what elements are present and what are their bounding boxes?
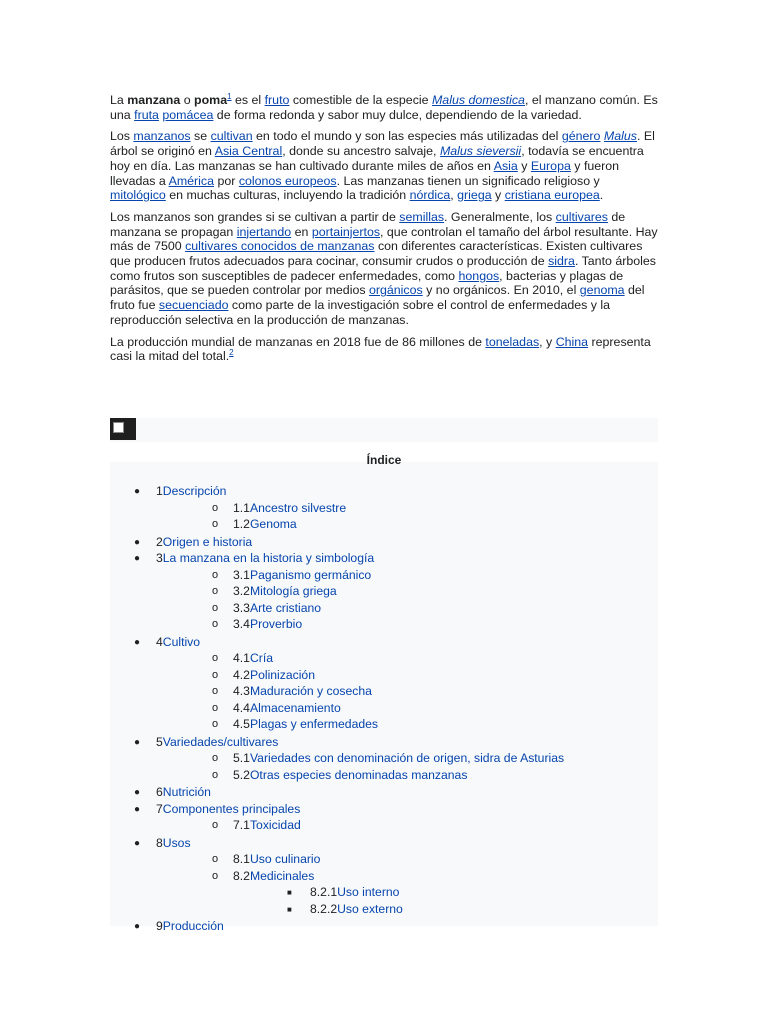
toc-link[interactable]: Polinización xyxy=(249,667,315,682)
bullet-icon: ● xyxy=(134,536,141,548)
text-run: . Las manzanas tienen un significado religioso y xyxy=(336,173,600,188)
article-link[interactable]: fruto xyxy=(264,93,290,107)
toc-number: 1 xyxy=(156,484,163,498)
bullet-icon: o xyxy=(212,585,219,597)
toc-item-level-2[interactable] xyxy=(212,667,315,683)
toc-link[interactable]: Ancestro silvestre xyxy=(249,500,347,515)
toc-item-level-2[interactable] xyxy=(212,517,297,532)
article-link[interactable]: América xyxy=(168,173,215,188)
bullet-icon: ■ xyxy=(287,904,292,914)
text-run: en muchas culturas, incluyendo la tradición xyxy=(165,188,410,203)
toc-item-level-2[interactable] xyxy=(212,684,372,699)
text-run: , xyxy=(450,188,458,203)
article-link[interactable]: manzanos xyxy=(133,129,191,144)
bullet-icon: o xyxy=(212,752,219,764)
toc-number: 7 xyxy=(156,801,163,816)
article-link[interactable]: toneladas xyxy=(485,334,540,349)
toc-link[interactable]: Uso externo xyxy=(337,901,403,916)
toc-number: 5.2 xyxy=(233,767,250,782)
toc-number: 3.3 xyxy=(233,600,250,615)
bullet-icon: ● xyxy=(134,636,141,648)
bold-term: poma xyxy=(194,93,228,107)
article-link[interactable]: colonos europeos xyxy=(238,173,337,188)
toc-number: 5 xyxy=(156,734,163,749)
toc-item-level-3[interactable] xyxy=(287,885,400,900)
toc-item-level-2[interactable] xyxy=(212,751,565,766)
toc-number: 1.1 xyxy=(233,500,250,515)
checkbox-icon xyxy=(113,422,124,433)
toc-number: 3.4 xyxy=(233,617,250,631)
text-run: . xyxy=(599,188,604,203)
text-run: por xyxy=(214,173,239,188)
table-of-contents xyxy=(110,418,658,933)
toc-link[interactable]: Cultivo xyxy=(162,634,201,649)
bullet-icon: o xyxy=(212,601,219,614)
toc-item-level-2[interactable] xyxy=(212,617,303,632)
toc-item-level-3[interactable] xyxy=(287,901,403,917)
toc-item-level-2[interactable] xyxy=(212,584,337,599)
article-link[interactable]: secuenciado xyxy=(158,298,229,313)
bullet-icon: o xyxy=(212,685,219,697)
toc-link[interactable]: Medicinales xyxy=(249,868,315,883)
toc-link[interactable]: Otras especies denominadas manzanas xyxy=(249,767,468,782)
article-link[interactable]: cultivares xyxy=(555,209,608,224)
article-body xyxy=(110,93,658,371)
bullet-icon: o xyxy=(212,718,219,730)
toc-item-level-1[interactable] xyxy=(134,484,227,499)
bullet-icon: o xyxy=(212,652,219,664)
text-run: y no orgánicos. En 2010, el xyxy=(422,283,580,298)
toc-title: Índice xyxy=(366,453,402,467)
bullet-icon: o xyxy=(212,853,219,865)
text-run: en xyxy=(291,224,312,239)
text-run: como parte de la investigación sobre el control de enfermedades y la reproducción selectiva en la producción de manzanas. xyxy=(110,298,611,327)
text-run: . Tanto árboles como frutos son susceptibles de padecer enfermedades, como xyxy=(110,254,656,283)
article-link[interactable]: cultivares conocidos de manzanas xyxy=(185,239,375,254)
toc-number: 4.4 xyxy=(233,700,250,715)
article-link[interactable]: griega xyxy=(457,188,492,203)
toc-link[interactable]: Variedades con denominación de origen, sidra de Asturias xyxy=(249,751,565,765)
toc-link[interactable]: Nutrición xyxy=(162,785,211,799)
toc-link[interactable]: Origen e historia xyxy=(162,534,253,549)
article-link[interactable]: cultivan xyxy=(210,129,253,144)
citation-link[interactable]: 2 xyxy=(229,348,234,358)
toc-item-level-1[interactable] xyxy=(134,634,201,650)
text-run: representa casi la mitad del total. xyxy=(110,334,651,364)
toc-toggle-checkbox[interactable] xyxy=(110,418,136,440)
text-run: , todavía se encuentra hoy en día. Las manzanas se han cultivado durante miles de años en xyxy=(110,144,644,173)
article-link[interactable]: cristiana europea xyxy=(504,188,600,203)
toc-link[interactable]: Mitología griega xyxy=(249,584,337,598)
text-run: Los manzanos son grandes si se cultivan a partir de xyxy=(110,209,400,224)
toc-number: 2 xyxy=(156,534,163,549)
text-run: Los xyxy=(110,129,134,144)
article-link[interactable]: Asia Central xyxy=(214,144,283,159)
text-run: La producción mundial de manzanas en 2018 fue de 86 millones de xyxy=(110,334,486,349)
toc-item-level-2[interactable] xyxy=(212,868,315,884)
toc-item-level-1[interactable] xyxy=(134,734,279,750)
bullet-icon: ● xyxy=(134,837,141,849)
toc-number: 7.1 xyxy=(233,818,250,832)
toc-item-level-1[interactable] xyxy=(134,919,224,934)
toc-link[interactable]: Componentes principales xyxy=(162,801,301,816)
toc-item-level-1[interactable] xyxy=(134,835,191,851)
toc-link[interactable]: Genoma xyxy=(249,517,297,531)
toc-link[interactable]: Producción xyxy=(162,919,224,933)
article-link[interactable]: fruta xyxy=(134,107,159,122)
toc-item-level-2[interactable] xyxy=(212,717,378,732)
toc-number: 8.2.1 xyxy=(310,885,338,899)
toc-item-level-2[interactable] xyxy=(212,500,347,516)
toc-item-level-2[interactable] xyxy=(212,567,372,583)
text-run: en todo el mundo y son las especies más utilizadas del xyxy=(252,129,562,144)
toc-item-level-1[interactable] xyxy=(134,551,375,566)
bullet-icon: ● xyxy=(134,486,141,497)
bullet-icon: ● xyxy=(134,736,141,748)
text-run: con diferentes características. Existen cultivares que producen frutos adecuados para cocinar, consumir crudos o producción de xyxy=(110,239,643,269)
article-link[interactable]: portainjertos xyxy=(311,224,381,239)
article-link[interactable]: Asia xyxy=(493,158,518,173)
text-run: o xyxy=(180,93,195,107)
text-run: , bacterias y plagas de parásitos, que se pueden controlar por medios xyxy=(110,268,624,298)
toc-item-level-2[interactable] xyxy=(212,767,468,783)
article-link[interactable]: nórdica xyxy=(409,188,451,203)
text-run: , el manzano común. Es una xyxy=(110,93,658,122)
toc-number: 8.1 xyxy=(233,852,250,866)
bullet-icon: o xyxy=(212,518,219,530)
citation xyxy=(229,348,233,357)
toc-item-level-1[interactable] xyxy=(134,801,301,817)
bullet-icon: o xyxy=(212,618,219,630)
text-run: de forma redonda y sabor muy dulce, dependiendo de la variedad. xyxy=(213,107,582,122)
toc-number: 3.1 xyxy=(233,567,250,582)
toc-number: 3 xyxy=(156,551,163,565)
toc-number: 8.2.2 xyxy=(310,901,338,916)
article-link[interactable]: China xyxy=(555,334,589,349)
bullet-icon: o xyxy=(212,701,219,714)
toc-link[interactable]: Uso interno xyxy=(337,885,400,899)
toc-link[interactable]: Usos xyxy=(162,835,191,850)
toc-link[interactable]: Arte cristiano xyxy=(249,600,322,615)
toc-number: 8.2 xyxy=(233,868,250,883)
bullet-icon: o xyxy=(212,668,219,681)
article-link[interactable]: genoma xyxy=(579,283,625,298)
toc-link[interactable]: Variedades/cultivares xyxy=(162,734,279,749)
article-link[interactable]: género xyxy=(561,129,601,144)
toc-link[interactable]: Toxicidad xyxy=(249,818,301,832)
toc-item-level-1[interactable] xyxy=(134,785,211,800)
text-run: comestible de la especie xyxy=(289,93,432,107)
paragraph-production xyxy=(110,335,658,364)
citation-link[interactable]: 1 xyxy=(227,91,232,101)
toc-number: 4 xyxy=(156,634,163,649)
paragraph-intro xyxy=(110,93,658,122)
paragraph-cultivation xyxy=(110,129,658,203)
article-link[interactable]: injertando xyxy=(236,224,292,239)
toc-item-level-2[interactable] xyxy=(212,852,321,867)
toc-number: 4.3 xyxy=(233,684,250,698)
toc-link[interactable]: Proverbio xyxy=(249,617,303,631)
toc-number: 4.5 xyxy=(233,717,250,731)
text-run: del fruto fue xyxy=(110,283,645,313)
bullet-icon: ■ xyxy=(287,888,292,897)
toc-item-level-2[interactable] xyxy=(212,700,341,716)
text-run: . El árbol se originó en xyxy=(110,129,655,159)
article-link[interactable]: Malus xyxy=(603,129,637,144)
toc-link[interactable]: Paganismo germánico xyxy=(249,567,372,582)
bullet-icon: ● xyxy=(134,803,141,815)
toc-item-level-1[interactable] xyxy=(134,534,253,550)
toc-link[interactable]: Almacenamiento xyxy=(249,700,341,715)
text-run: , y xyxy=(539,334,556,349)
bullet-icon: ● xyxy=(134,921,141,932)
text-run: y xyxy=(517,158,531,173)
toc-link[interactable]: La manzana en la historia y simbología xyxy=(162,551,375,565)
bullet-icon: o xyxy=(212,501,219,514)
bullet-icon: o xyxy=(212,768,219,781)
text-run: . Generalmente, los xyxy=(444,209,556,224)
toc-number: 3.2 xyxy=(233,584,250,598)
toc-number: 8 xyxy=(156,835,163,850)
bold-term: manzana xyxy=(127,93,181,107)
toc-item-level-2[interactable] xyxy=(212,600,322,616)
bullet-icon: o xyxy=(212,869,219,882)
toc-link[interactable]: Plagas y enfermedades xyxy=(249,717,378,731)
text-run: de manzana se propagan xyxy=(110,209,626,239)
article-link[interactable]: semillas xyxy=(399,209,445,224)
toc-number: 6 xyxy=(156,785,163,799)
bullet-icon: o xyxy=(212,568,219,581)
paragraph-trees xyxy=(110,210,658,328)
text-run: , que controlan el tamaño del árbol resultante. Hay más de 7500 xyxy=(110,224,658,254)
text-run: se xyxy=(190,129,211,144)
toc-number: 5.1 xyxy=(233,751,250,765)
toc-link[interactable]: Uso culinario xyxy=(249,852,321,866)
toc-link[interactable]: Cría xyxy=(249,651,273,665)
toc-item-level-2[interactable] xyxy=(212,651,273,666)
toc-number: 1.2 xyxy=(233,517,250,531)
article-link[interactable]: Malus sieversii xyxy=(439,144,522,159)
text-run: y xyxy=(491,188,505,203)
article-link[interactable]: hongos xyxy=(458,268,500,283)
article-link[interactable]: Malus domestica xyxy=(431,93,525,107)
text-run: y fueron llevadas a xyxy=(110,158,620,188)
text-run: La xyxy=(110,93,128,107)
toc-number: 9 xyxy=(156,919,163,933)
toc-number: 4.1 xyxy=(233,651,250,665)
article-link[interactable]: mitológico xyxy=(110,188,166,203)
bullet-icon: ● xyxy=(134,553,141,564)
toc-number: 4.2 xyxy=(233,667,250,682)
toc-link[interactable]: Descripción xyxy=(162,484,227,498)
article-link[interactable]: Europa xyxy=(530,158,571,173)
article-link[interactable]: orgánicos xyxy=(368,283,423,298)
article-link[interactable]: pomácea xyxy=(162,107,214,122)
text-run: es el xyxy=(231,93,265,107)
toc-link[interactable]: Maduración y cosecha xyxy=(249,684,372,698)
text-run: , donde su ancestro salvaje, xyxy=(282,144,440,159)
bullet-icon: ● xyxy=(134,787,141,798)
bullet-icon: o xyxy=(212,819,219,831)
article-link[interactable]: sidra xyxy=(548,254,575,269)
toc-item-level-2[interactable] xyxy=(212,818,301,833)
